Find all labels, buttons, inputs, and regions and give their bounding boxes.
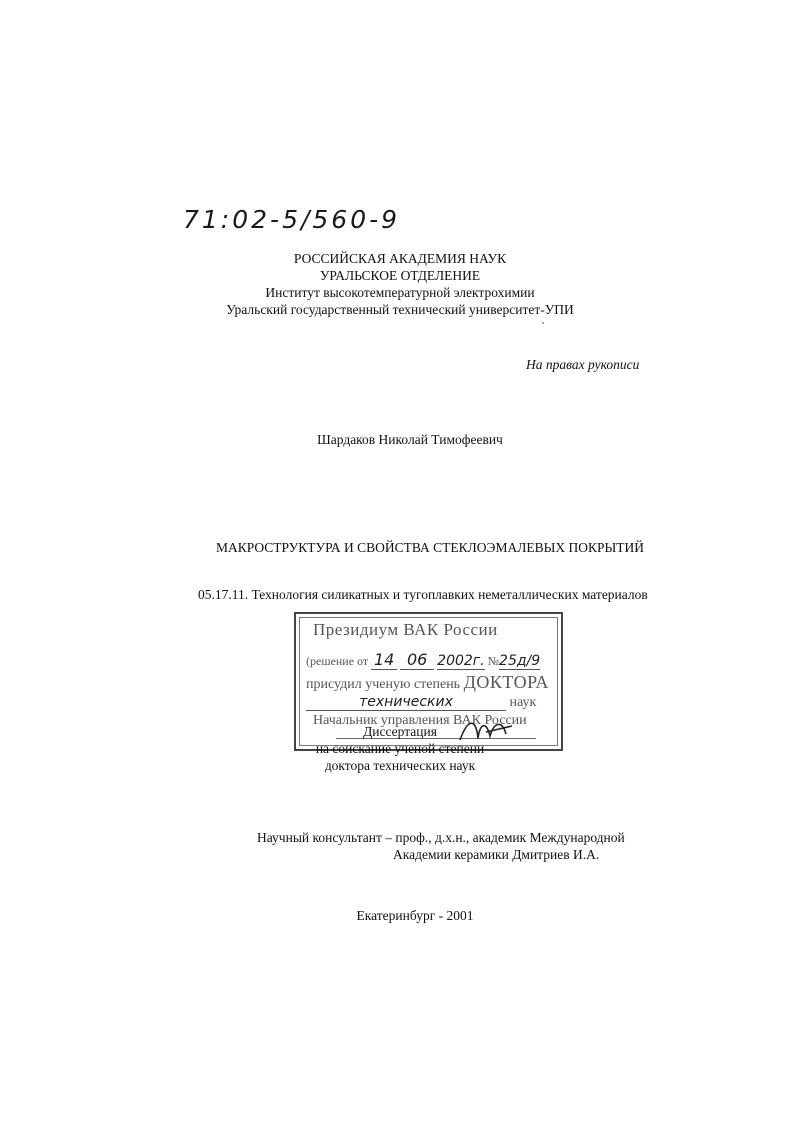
consultant-line-1: Научный консультант – проф., д.х.н., академик Международной (257, 830, 625, 845)
author-name: Шардаков Николай Тимофеевич (317, 432, 503, 447)
header-line-4: Уральский государственный технический университет-УПИ (226, 302, 574, 317)
stamp-degree: ДОКТОРА (463, 672, 549, 692)
stamp-awarded-line (306, 672, 549, 693)
stamp-title: Президиум ВАК России (313, 620, 498, 639)
stamp-decision-number: 25д/9 (499, 653, 541, 669)
dissertation-line-1: Диссертация (363, 724, 437, 739)
stamp-number-prefix: № (487, 654, 500, 668)
city-year: Екатеринбург - 2001 (356, 908, 474, 923)
header-line-2: УРАЛЬСКОЕ ОТДЕЛЕНИЕ (319, 268, 481, 283)
manuscript-note: На правах рукописи (526, 357, 640, 372)
scan-speck (542, 322, 544, 324)
stamp-field-suffix: наук (509, 695, 537, 710)
header-line-3: Институт высокотемпературной электрохимии (265, 285, 535, 300)
dissertation-line-2: на соискание ученой степени (315, 741, 485, 756)
thesis-title: МАКРОСТРУКТУРА И СВОЙСТВА СТЕКЛОЭМАЛЕВЫХ ПОКРЫТИЙ (215, 540, 645, 555)
stamp-decision-day: 14 (371, 650, 397, 670)
specialty: 05.17.11. Технология силикатных и тугоплавких неметаллических материалов (198, 587, 648, 602)
stamp-field-handwritten: технических (306, 694, 506, 711)
stamp-decision-year: 2002г. (437, 653, 485, 669)
stamp-field-line (306, 694, 536, 711)
stamp-awarded-text: присудил ученую степень (306, 677, 461, 692)
institution-header (180, 250, 620, 318)
dissertation-block (280, 723, 520, 774)
stamp-decision-month: 06 (400, 650, 434, 670)
stamp-decision-line (306, 650, 540, 670)
dissertation-line-3: доктора технических наук (324, 758, 476, 773)
archive-code: 71:02-5/560-9 (183, 205, 401, 234)
stamp-decision-prefix: (решение от (306, 654, 369, 668)
stamp-head-line: Начальник управления ВАК России (313, 713, 527, 728)
header-line-1: РОССИЙСКАЯ АКАДЕМИЯ НАУК (293, 251, 507, 266)
consultant-line-2: Академии керамики Дмитриев И.А. (393, 847, 600, 862)
